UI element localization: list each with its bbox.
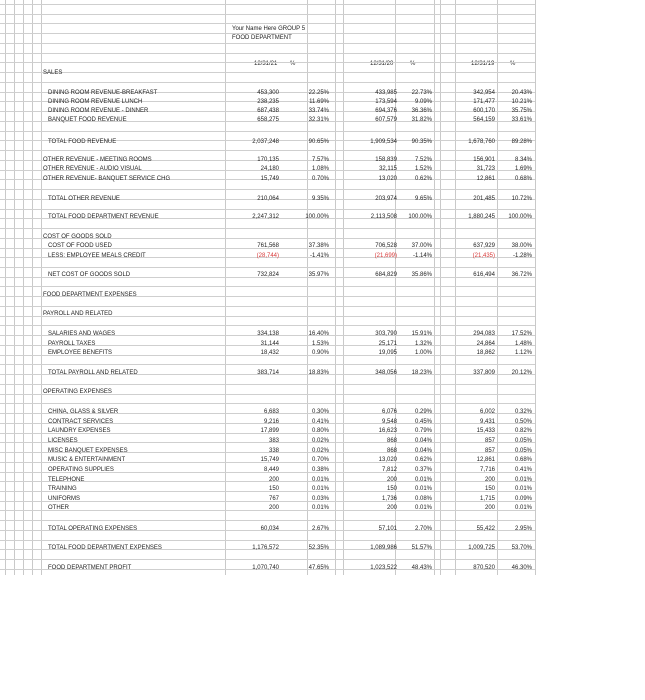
percent-cell: -1.28% — [512, 253, 532, 259]
amount-cell: 200 — [386, 505, 397, 511]
percent-cell: 0.41% — [311, 419, 329, 425]
amount-cell: 383,714 — [257, 370, 279, 376]
percent-cell: 0.50% — [514, 419, 532, 425]
percent-cell: 11.69% — [309, 99, 329, 105]
percent-cell: 0.02% — [311, 438, 329, 444]
amount-cell: 767 — [268, 496, 279, 502]
percent-cell: 0.01% — [514, 505, 532, 511]
row-label: FOOD DEPARTMENT PROFIT — [48, 565, 132, 571]
percent-cell: 0.30% — [311, 409, 329, 415]
grid-row-line — [0, 72, 535, 73]
amount-cell: 15,433 — [476, 428, 495, 434]
amount-cell: 8,449 — [263, 467, 279, 473]
percent-header-2021: % — [290, 61, 296, 67]
percent-cell: 0.37% — [414, 467, 432, 473]
amount-cell: 200 — [268, 477, 279, 483]
percent-cell: 100.00% — [508, 214, 532, 220]
amount-cell: 694,376 — [375, 108, 397, 114]
amount-cell: 9,216 — [263, 419, 279, 425]
amount-cell: 55,422 — [476, 526, 495, 532]
row-label: OTHER REVENUE - MEETING ROOMS — [43, 157, 152, 163]
percent-cell: 10.72% — [511, 196, 532, 202]
row-label: FOOD DEPARTMENT EXPENSES — [43, 292, 137, 298]
amount-cell: 31,723 — [476, 166, 495, 172]
row-label: TOTAL FOOD DEPARTMENT REVENUE — [48, 214, 159, 220]
amount-cell: 383 — [268, 438, 279, 444]
amount-cell: 210,064 — [257, 196, 279, 202]
amount-cell: 9,548 — [381, 419, 397, 425]
row-label: TOTAL PAYROLL AND RELATED — [48, 370, 138, 376]
amount-cell: 31,144 — [260, 341, 279, 347]
amount-cell: 453,300 — [257, 90, 279, 96]
amount-cell: 7,716 — [479, 467, 495, 473]
row-label: OTHER — [48, 505, 69, 511]
amount-cell: 6,002 — [479, 409, 495, 415]
row-label: PAYROLL AND RELATED — [43, 311, 113, 317]
amount-cell: 16,623 — [378, 428, 397, 434]
percent-cell: 0.38% — [311, 467, 329, 473]
grid-row-line — [0, 403, 535, 404]
percent-header-2020: % — [410, 61, 416, 67]
amount-cell: 203,974 — [375, 196, 397, 202]
amount-cell: 868 — [386, 438, 397, 444]
amount-cell: 32,115 — [379, 166, 397, 172]
percent-cell: 2.95% — [514, 526, 532, 532]
percent-cell: 0.01% — [414, 505, 432, 511]
percent-cell: 18.23% — [411, 370, 432, 376]
grid-column-line — [14, 0, 15, 575]
row-label: UNIFORMS — [48, 496, 80, 502]
percent-cell: 1.32% — [414, 341, 432, 347]
amount-cell: 1,070,740 — [252, 565, 279, 571]
percent-cell: 0.01% — [311, 477, 329, 483]
amount-cell: 732,824 — [257, 272, 279, 278]
amount-cell: (28,744) — [256, 253, 279, 259]
percent-cell: 0.04% — [414, 438, 432, 444]
percent-cell: 0.70% — [311, 457, 329, 463]
amount-cell: 303,790 — [375, 331, 397, 337]
percent-cell: 0.45% — [414, 419, 432, 425]
grid-row-line — [0, 384, 535, 385]
row-label: TELEPHONE — [48, 477, 85, 483]
amount-cell: 600,170 — [473, 108, 495, 114]
percent-cell: 35.75% — [511, 108, 532, 114]
grid-row-line — [0, 306, 535, 307]
grid-row-line — [0, 150, 535, 151]
grid-row-line — [0, 33, 535, 34]
grid-column-line — [23, 0, 24, 575]
grid-row-line — [0, 209, 535, 210]
grid-row-line — [0, 189, 535, 190]
amount-cell: 200 — [268, 505, 279, 511]
percent-cell: 2.70% — [414, 526, 432, 532]
amount-cell: 2,113,508 — [370, 214, 397, 220]
percent-cell: 2.67% — [311, 526, 329, 532]
amount-cell: 171,477 — [473, 99, 495, 105]
grid-row-line — [0, 442, 535, 443]
amount-cell: 857 — [484, 448, 495, 454]
percent-cell: 9.65% — [414, 196, 432, 202]
percent-cell: 1.12% — [514, 350, 532, 356]
percent-cell: 0.01% — [414, 486, 432, 492]
percent-cell: 100.00% — [408, 214, 432, 220]
percent-cell: 90.65% — [308, 139, 329, 145]
amount-cell: 238,235 — [257, 99, 279, 105]
row-label: OTHER REVENUE- BANQUET SERVICE CHG — [43, 176, 171, 182]
row-label: TOTAL FOOD DEPARTMENT EXPENSES — [48, 545, 162, 551]
percent-cell: 0.05% — [514, 448, 532, 454]
grid-column-line — [335, 0, 336, 575]
amount-cell: 158,839 — [375, 157, 397, 163]
amount-cell: 60,034 — [260, 526, 279, 532]
grid-row-line — [0, 43, 535, 44]
amount-cell: 13,020 — [378, 457, 397, 463]
percent-cell: 0.01% — [514, 486, 532, 492]
amount-cell: 2,037,248 — [252, 139, 279, 145]
amount-cell: 337,809 — [473, 370, 495, 376]
percent-cell: 53.70% — [511, 545, 532, 551]
percent-cell: 33.74% — [308, 108, 329, 114]
amount-cell: 18,432 — [260, 350, 279, 356]
amount-cell: (21,699) — [374, 253, 397, 259]
percent-cell: 0.01% — [311, 505, 329, 511]
percent-cell: 47.65% — [308, 565, 329, 571]
percent-cell: 18.83% — [308, 370, 329, 376]
percent-cell: 1.52% — [414, 166, 432, 172]
row-label: LESS: EMPLOYEE MEALS CREDIT — [48, 253, 146, 259]
row-label: TRAINING — [48, 486, 77, 492]
amount-cell: 12,861 — [476, 176, 495, 182]
department-title: FOOD DEPARTMENT — [232, 35, 292, 41]
percent-cell: 0.04% — [414, 448, 432, 454]
grid-column-line — [535, 0, 536, 575]
amount-cell: 857 — [484, 438, 495, 444]
grid-row-line — [0, 520, 535, 521]
percent-cell: 38.00% — [511, 243, 532, 249]
company-title: Your Name Here GROUP 5 — [232, 26, 306, 32]
amount-cell: 25,171 — [378, 341, 397, 347]
amount-cell: 1,736 — [381, 496, 397, 502]
amount-cell: 18,862 — [476, 350, 495, 356]
amount-cell: 870,520 — [473, 565, 495, 571]
amount-cell: 1,678,760 — [468, 139, 495, 145]
percent-cell: 0.08% — [414, 496, 432, 502]
percent-cell: 1.00% — [414, 350, 432, 356]
row-label: CONTRACT SERVICES — [48, 419, 114, 425]
percent-cell: 22.73% — [411, 90, 432, 96]
grid-column-line — [32, 0, 33, 575]
percent-cell: 89.28% — [511, 139, 532, 145]
grid-row-line — [0, 228, 535, 229]
percent-cell: 1.08% — [311, 166, 329, 172]
row-label: SALES — [43, 70, 63, 76]
percent-cell: 0.03% — [311, 496, 329, 502]
amount-cell: 338 — [268, 448, 279, 454]
row-label: LICENSES — [48, 438, 78, 444]
amount-cell: 342,954 — [473, 90, 495, 96]
percent-cell: 0.79% — [414, 428, 432, 434]
percent-cell: 0.32% — [514, 409, 532, 415]
grid-row-line — [0, 82, 535, 83]
percent-cell: 0.70% — [311, 176, 329, 182]
period-header-2021: 12/31/21 — [254, 61, 278, 67]
amount-cell: 200 — [386, 477, 397, 483]
percent-cell: 20.12% — [511, 370, 532, 376]
percent-cell: -1.14% — [412, 253, 432, 259]
amount-cell: 1,715 — [479, 496, 495, 502]
grid-row-line — [0, 62, 535, 63]
amount-cell: 200 — [484, 505, 495, 511]
percent-cell: 7.57% — [311, 157, 329, 163]
row-label: MISC BANQUET EXPENSES — [48, 448, 128, 454]
amount-cell: 24,180 — [260, 166, 279, 172]
percent-cell: 9.09% — [414, 99, 432, 105]
amount-cell: 564,159 — [473, 117, 495, 123]
amount-cell: 294,083 — [473, 331, 495, 337]
percent-cell: 15.91% — [411, 331, 432, 337]
grid-column-line — [225, 0, 226, 575]
amount-cell: 1,089,986 — [370, 545, 397, 551]
percent-cell: 9.35% — [311, 196, 329, 202]
amount-cell: 150 — [386, 486, 397, 492]
grid-row-line — [0, 491, 535, 492]
row-label: TOTAL OTHER REVENUE — [48, 196, 120, 202]
amount-cell: 6,683 — [263, 409, 279, 415]
row-label: DINING ROOM REVENUE-BREAKFAST — [48, 90, 158, 96]
percent-cell: 22.25% — [308, 90, 329, 96]
grid-row-line — [0, 364, 535, 365]
grid-row-line — [0, 559, 535, 560]
amount-cell: 1,176,572 — [252, 545, 279, 551]
amount-cell: 13,020 — [378, 176, 397, 182]
amount-cell: 687,438 — [257, 108, 279, 114]
amount-cell: 19,095 — [378, 350, 397, 356]
grid-row-line — [0, 131, 535, 132]
amount-cell: 348,056 — [375, 370, 397, 376]
amount-cell: 334,138 — [257, 331, 279, 337]
percent-cell: 100.00% — [305, 214, 329, 220]
row-label: TOTAL OPERATING EXPENSES — [48, 526, 138, 532]
grid-row-line — [0, 267, 535, 268]
percent-cell: 0.05% — [514, 438, 532, 444]
percent-cell: 1.48% — [514, 341, 532, 347]
grid-column-line — [343, 0, 344, 575]
percent-cell: 7.52% — [414, 157, 432, 163]
amount-cell: 684,829 — [375, 272, 397, 278]
percent-cell: 0.68% — [514, 176, 532, 182]
amount-cell: 170,135 — [257, 157, 279, 163]
percent-cell: 0.62% — [414, 176, 432, 182]
grid-row-line — [0, 501, 535, 502]
grid-row-line — [0, 286, 535, 287]
percent-cell: 1.53% — [311, 341, 329, 347]
percent-cell: 17.52% — [511, 331, 532, 337]
row-label: MUSIC & ENTERTAINMENT — [48, 457, 126, 463]
amount-cell: 607,579 — [375, 117, 397, 123]
grid-column-line — [434, 0, 435, 575]
percent-cell: 0.02% — [311, 448, 329, 454]
percent-cell: 0.29% — [414, 409, 432, 415]
grid-column-line — [455, 0, 456, 575]
percent-cell: 31.82% — [411, 117, 432, 123]
percent-cell: 0.01% — [414, 477, 432, 483]
amount-cell: 6,076 — [381, 409, 397, 415]
amount-cell: 658,275 — [257, 117, 279, 123]
row-label: CHINA, GLASS & SILVER — [48, 409, 119, 415]
amount-cell: 761,568 — [257, 243, 279, 249]
percent-cell: 32.31% — [308, 117, 329, 123]
grid-row-line — [0, 4, 535, 5]
percent-cell: 16.40% — [308, 331, 329, 337]
period-header-2020: 12/31/20 — [370, 61, 394, 67]
amount-cell: 2,247,312 — [252, 214, 279, 220]
grid-row-line — [0, 23, 535, 24]
grid-column-line — [5, 0, 6, 575]
percent-cell: 0.01% — [311, 486, 329, 492]
grid-row-line — [0, 510, 535, 511]
amount-cell: 1,023,522 — [370, 565, 397, 571]
row-label: DINING ROOM REVENUE LUNCH — [48, 99, 143, 105]
amount-cell: (21,435) — [472, 253, 495, 259]
percent-cell: 35.86% — [411, 272, 432, 278]
percent-cell: 36.72% — [511, 272, 532, 278]
percent-cell: 51.57% — [411, 545, 432, 551]
amount-cell: 150 — [484, 486, 495, 492]
amount-cell: 7,812 — [381, 467, 397, 473]
amount-cell: 706,528 — [375, 243, 397, 249]
amount-cell: 9,431 — [479, 419, 495, 425]
period-header-2019: 12/31/19 — [471, 61, 495, 67]
percent-cell: 1.69% — [514, 166, 532, 172]
row-label: LAUNDRY EXPENSES — [48, 428, 111, 434]
percent-cell: 0.09% — [514, 496, 532, 502]
percent-cell: 37.38% — [308, 243, 329, 249]
percent-cell: 20.43% — [511, 90, 532, 96]
row-label: PAYROLL TAXES — [48, 341, 96, 347]
percent-cell: -1.41% — [309, 253, 329, 259]
grid-row-line — [0, 325, 535, 326]
amount-cell: 15,749 — [260, 176, 279, 182]
amount-cell: 868 — [386, 448, 397, 454]
grid-row-line — [0, 540, 535, 541]
percent-cell: 35.97% — [308, 272, 329, 278]
row-label: SALARIES AND WAGES — [48, 331, 116, 337]
row-label: TOTAL FOOD REVENUE — [48, 139, 117, 145]
amount-cell: 201,485 — [473, 196, 495, 202]
grid-row-line — [0, 53, 535, 54]
row-label: BANQUET FOOD REVENUE — [48, 117, 127, 123]
row-label: OTHER REVENUE - AUDIO VISUAL — [43, 166, 142, 172]
percent-cell: 52.35% — [308, 545, 329, 551]
grid-column-line — [440, 0, 441, 575]
percent-cell: 0.80% — [311, 428, 329, 434]
percent-cell: 0.82% — [514, 428, 532, 434]
grid-column-line — [307, 0, 308, 575]
amount-cell: 637,929 — [473, 243, 495, 249]
percent-cell: 37.00% — [411, 243, 432, 249]
percent-cell: 90.35% — [411, 139, 432, 145]
grid-row-line — [0, 14, 535, 15]
amount-cell: 15,749 — [260, 457, 279, 463]
percent-cell: 0.68% — [514, 457, 532, 463]
amount-cell: 57,101 — [378, 526, 397, 532]
percent-cell: 10.21% — [511, 99, 532, 105]
amount-cell: 156,901 — [473, 157, 495, 163]
row-label: COST OF FOOD USED — [48, 243, 112, 249]
amount-cell: 1,909,534 — [370, 139, 397, 145]
amount-cell: 17,899 — [260, 428, 279, 434]
amount-cell: 616,494 — [473, 272, 495, 278]
percent-cell: 0.41% — [514, 467, 532, 473]
row-label: EMPLOYEE BENEFITS — [48, 350, 113, 356]
percent-cell: 0.01% — [514, 477, 532, 483]
percent-cell: 0.90% — [311, 350, 329, 356]
percent-cell: 0.62% — [414, 457, 432, 463]
amount-cell: 12,861 — [476, 457, 495, 463]
row-label: OPERATING EXPENSES — [43, 389, 112, 395]
row-label: OPERATING SUPPLIES — [48, 467, 114, 473]
amount-cell: 150 — [268, 486, 279, 492]
percent-header-2019: % — [510, 61, 516, 67]
amount-cell: 24,864 — [476, 341, 495, 347]
percent-cell: 8.34% — [514, 157, 532, 163]
amount-cell: 173,594 — [375, 99, 397, 105]
percent-cell: 46.30% — [511, 565, 532, 571]
amount-cell: 433,985 — [375, 90, 397, 96]
amount-cell: 1,880,245 — [468, 214, 495, 220]
percent-cell: 36.36% — [411, 108, 432, 114]
grid-column-line — [41, 0, 42, 575]
percent-cell: 33.61% — [511, 117, 532, 123]
row-label: NET COST OF GOODS SOLD — [48, 272, 131, 278]
grid-column-line — [497, 0, 498, 575]
percent-cell: 48.43% — [411, 565, 432, 571]
row-label: COST OF GOODS SOLD — [43, 234, 112, 240]
row-label: DINING ROOM REVENUE - DINNER — [48, 108, 149, 114]
amount-cell: 200 — [484, 477, 495, 483]
amount-cell: 1,009,725 — [468, 545, 495, 551]
